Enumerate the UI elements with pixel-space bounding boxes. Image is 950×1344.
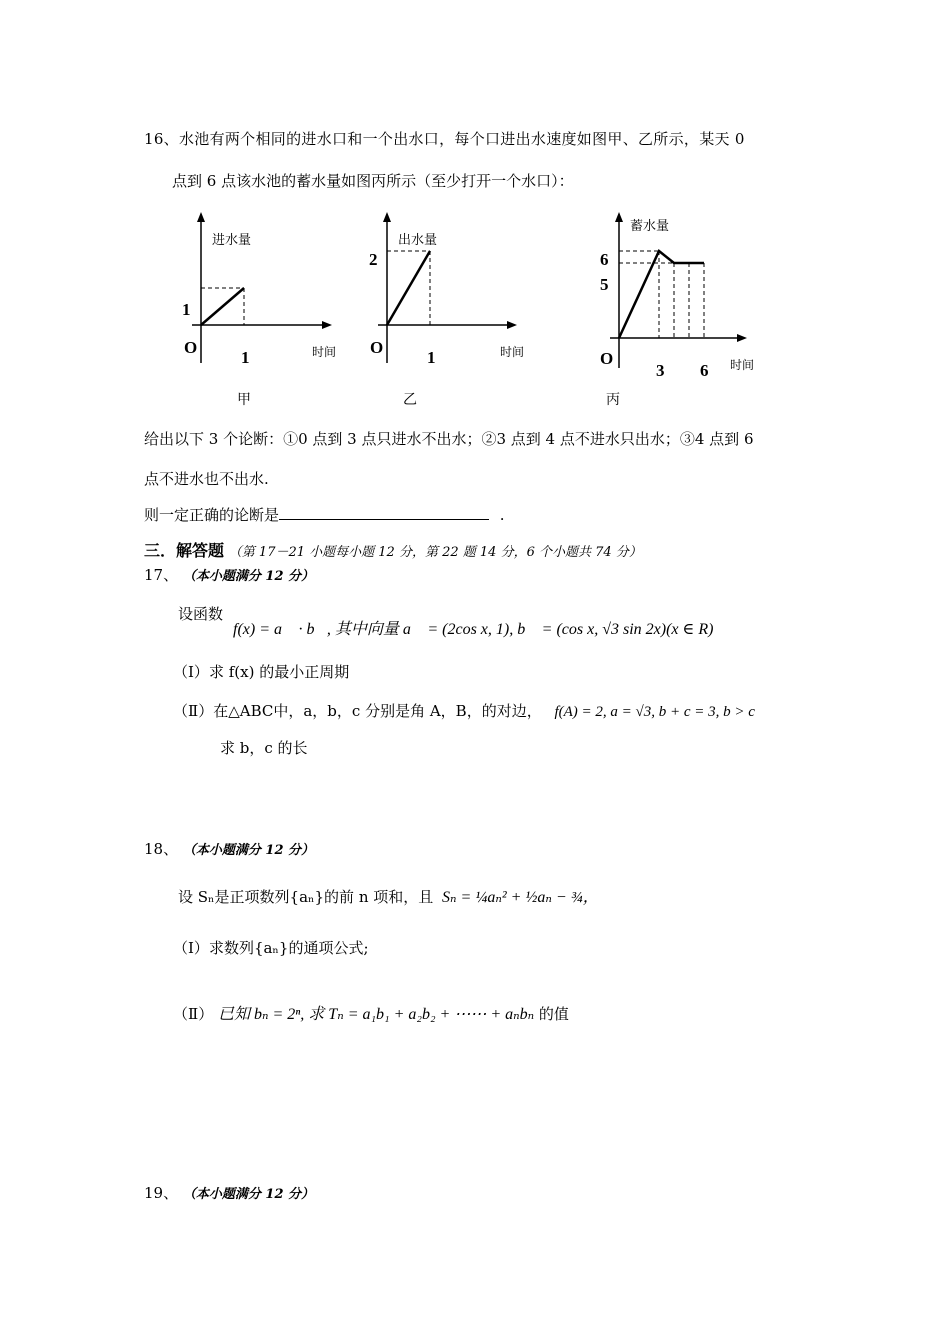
q17-part2-label: （Ⅱ） [173,702,214,720]
yi-origin: O [370,338,384,357]
bing-ytick-6: 6 [600,250,609,269]
q19-header [144,1182,314,1203]
q16-statements-2: 点不进水也不出水. [144,470,269,488]
yi-xtick: 1 [427,348,436,367]
q18-part2-label: （Ⅱ） [173,1005,214,1023]
figure-jia [170,208,350,413]
q18-part1 [173,937,369,958]
section3-title: 三．解答题 [144,541,225,560]
q19-number: 19、 [144,1184,179,1202]
yi-caption: 乙 [403,392,417,408]
q18-part1-text: 求数列{aₙ}的通项公式; [208,939,369,957]
yi-ylabel: 出水量 [398,233,438,248]
jia-caption: 甲 [237,392,251,408]
jia-xtick: 1 [241,348,250,367]
bing-xtick-3: 3 [656,361,665,380]
q18-part2-tail: 的值 [538,1005,569,1023]
answer-prompt: 则一定正确的论断是 [144,506,280,524]
yi-ytick: 2 [369,250,378,269]
bing-xlabel: 时间 [730,358,755,372]
answer-end: . [499,506,505,524]
bing-xtick-6: 6 [700,361,709,380]
q17-part2 [173,700,755,721]
q19-score: （本小题满分 12 分） [182,1187,315,1202]
q17-part2-formula: f(A) = 2, a = √3, b + c = 3, b > c [554,704,755,720]
figure-bing [590,208,780,413]
q18-intro-line [178,884,599,907]
q18-part2 [173,1001,569,1024]
bing-origin: O [600,349,614,368]
q17-part1 [173,661,349,682]
q18-score: （本小题满分 12 分） [182,843,315,858]
q17-header [144,564,314,585]
q17-part1-text: 求 f(x) 的最小正周期 [208,663,350,681]
jia-ylabel: 进水量 [212,233,252,248]
jia-xlabel: 时间 [312,345,337,359]
jia-ytick: 1 [182,300,191,319]
q17-intro: 设函数 [178,605,224,623]
q18-part1-label: （Ⅰ） [173,939,209,957]
bing-ytick-5: 5 [600,275,609,294]
bing-caption: 丙 [606,392,620,408]
q18-header [144,838,314,859]
q18-formula: Sₙ = ¼aₙ² + ½aₙ − ¾， [442,889,599,906]
q18-intro: 设 Sₙ是正项数列{aₙ}的前 n 项和，且 [178,888,434,906]
q17-score: （本小题满分 12 分） [182,569,315,584]
q16-line1: 16、水池有两个相同的进水口和一个出水口，每个口进出水速度如图甲、乙所示，某天 0 [144,130,745,148]
jia-origin: O [184,338,198,357]
q16-statements-1: 给出以下 3 个论断：①0 点到 3 点只进水不出水；②3 点到 4 点不进水只出水；③4 点到 6 [144,430,754,448]
q17-part2-tail: 求 b，c 的长 [220,739,308,757]
q17-part2-text: 在△ABC中，a，b，c 分别是角 A，B，的对边， [213,702,542,720]
q17-part1-label: （Ⅰ） [173,663,209,681]
q16-line2: 点到 6 点该水池的蓄水量如图丙所示（至少打开一个水口）： [172,172,574,190]
section3-note: （第 17－21 小题每小题 12 分，第 22 题 14 分，6 个小题共 74 分） [228,545,642,560]
bing-ylabel: 蓄水量 [630,219,670,234]
yi-xlabel: 时间 [500,345,525,359]
q18-part2-formula: 已知 bₙ = 2ⁿ, 求 Tₙ = a₁b₁ + a₂b₂ + ⋯⋯ + aₙbₙ [217,1006,535,1023]
q18-number: 18、 [144,840,179,858]
answer-blank[interactable] [279,505,489,520]
q17-formula: f(x) = a⃗ · b⃗, 其中向量 a⃗ = (2cos x, 1), b⃗ = (cos x, √3 sin 2x)(x ∈ R) [233,621,714,638]
q17-number: 17、 [144,566,179,584]
figure-yi [358,208,538,413]
section3-header [144,538,642,561]
q16-answer-line [144,504,505,525]
